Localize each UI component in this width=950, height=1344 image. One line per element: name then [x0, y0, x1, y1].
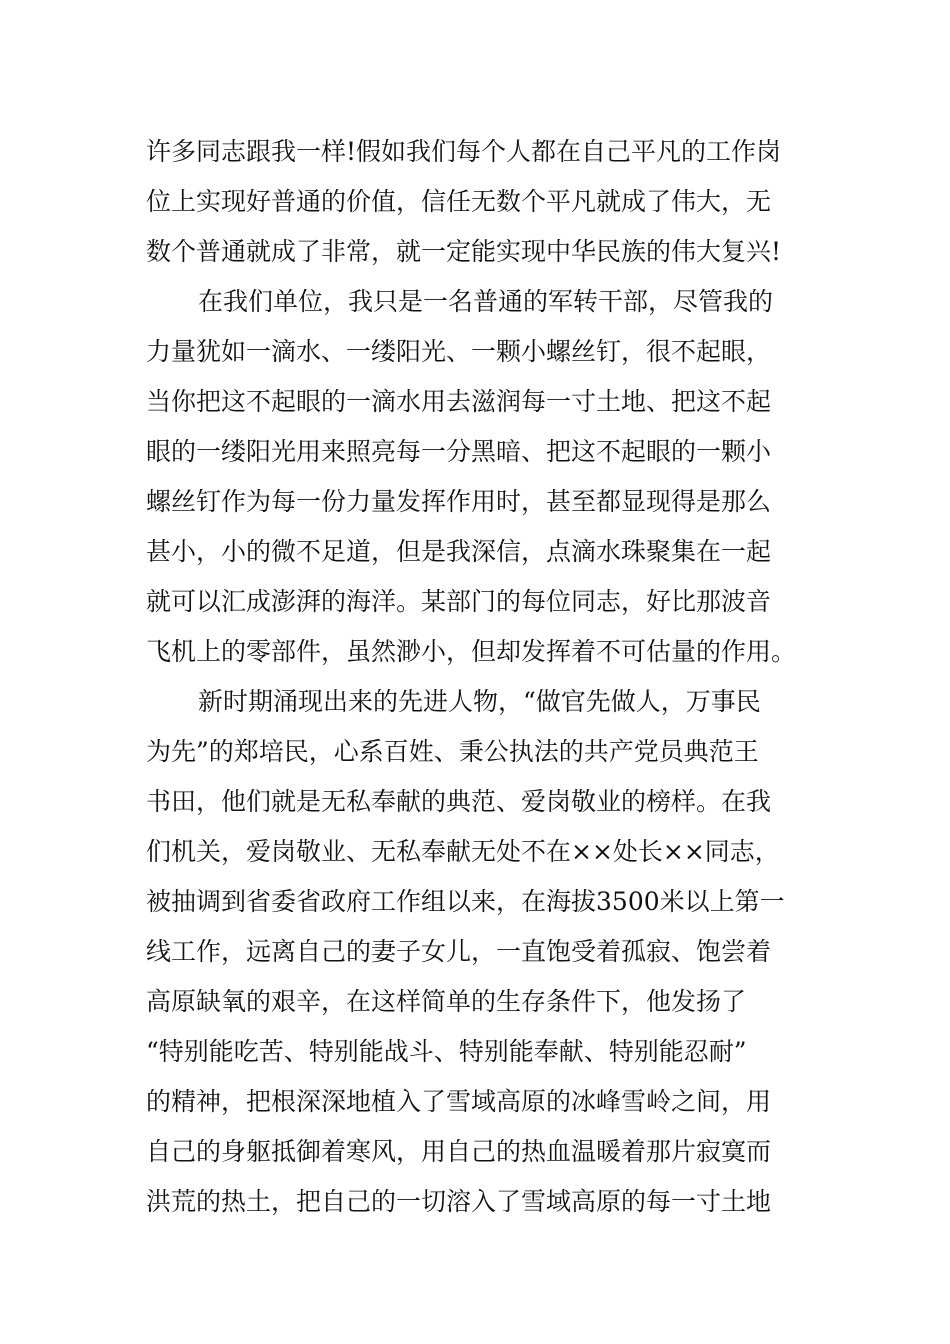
text-line: “特别能吃苦、特别能战斗、特别能奉献、特别能忍耐”	[146, 1037, 747, 1066]
text-line: 洪荒的热土，把自己的一切溶入了雪域高原的每一寸土地	[146, 1187, 772, 1216]
text-line: 数个普通就成了非常，就一定能实现中华民族的伟大复兴!	[146, 237, 782, 266]
text-line: 就可以汇成澎湃的海洋。某部门的每位同志，好比那波音	[146, 587, 772, 616]
text-line: 为先”的郑培民，心系百姓、秉公执法的共产党员典范王	[146, 737, 759, 766]
text-line: 高原缺氧的艰辛，在这样简单的生存条件下，他发扬了	[146, 987, 747, 1016]
text-line: 的精神，把根深深地植入了雪域高原的冰峰雪岭之间，用	[146, 1087, 772, 1116]
text-line: 螺丝钉作为每一份力量发挥作用时，甚至都显现得是那么	[146, 487, 772, 516]
text-line: 力量犹如一滴水、一缕阳光、一颗小螺丝钉，很不起眼，	[146, 337, 772, 366]
paragraph-first-line: 新时期涌现出来的先进人物，“做官先做人，万事民	[198, 687, 761, 716]
text-line: 被抽调到省委省政府工作组以来，在海拔3500米以上第一	[146, 887, 785, 916]
document-body	[146, 127, 826, 1227]
text-line: 们机关，爱岗敬业、无私奉献无处不在××处长××同志，	[146, 837, 780, 866]
text-line: 自己的身躯抵御着寒风，用自己的热血温暖着那片寂寞而	[146, 1137, 772, 1166]
paragraph-first-line: 在我们单位，我只是一名普通的军转干部，尽管我的	[198, 287, 774, 316]
text-line: 书田，他们就是无私奉献的典范、爱岗敬业的榜样。在我	[146, 787, 772, 816]
text-line: 眼的一缕阳光用来照亮每一分黑暗、把这不起眼的一颗小	[146, 437, 772, 466]
text-line: 甚小，小的微不足道，但是我深信，点滴水珠聚集在一起	[146, 537, 772, 566]
text-line: 当你把这不起眼的一滴水用去滋润每一寸土地、把这不起	[146, 387, 772, 416]
text-line: 线工作，远离自己的妻子女儿，一直饱受着孤寂、饱尝着	[146, 937, 772, 966]
text-line: 飞机上的零部件，虽然渺小，但却发挥着不可估量的作用。	[146, 637, 797, 666]
text-line: 位上实现好普通的价值，信任无数个平凡就成了伟大，无	[146, 187, 772, 216]
text-line: 许多同志跟我一样!假如我们每个人都在自己平凡的工作岗	[146, 137, 782, 166]
